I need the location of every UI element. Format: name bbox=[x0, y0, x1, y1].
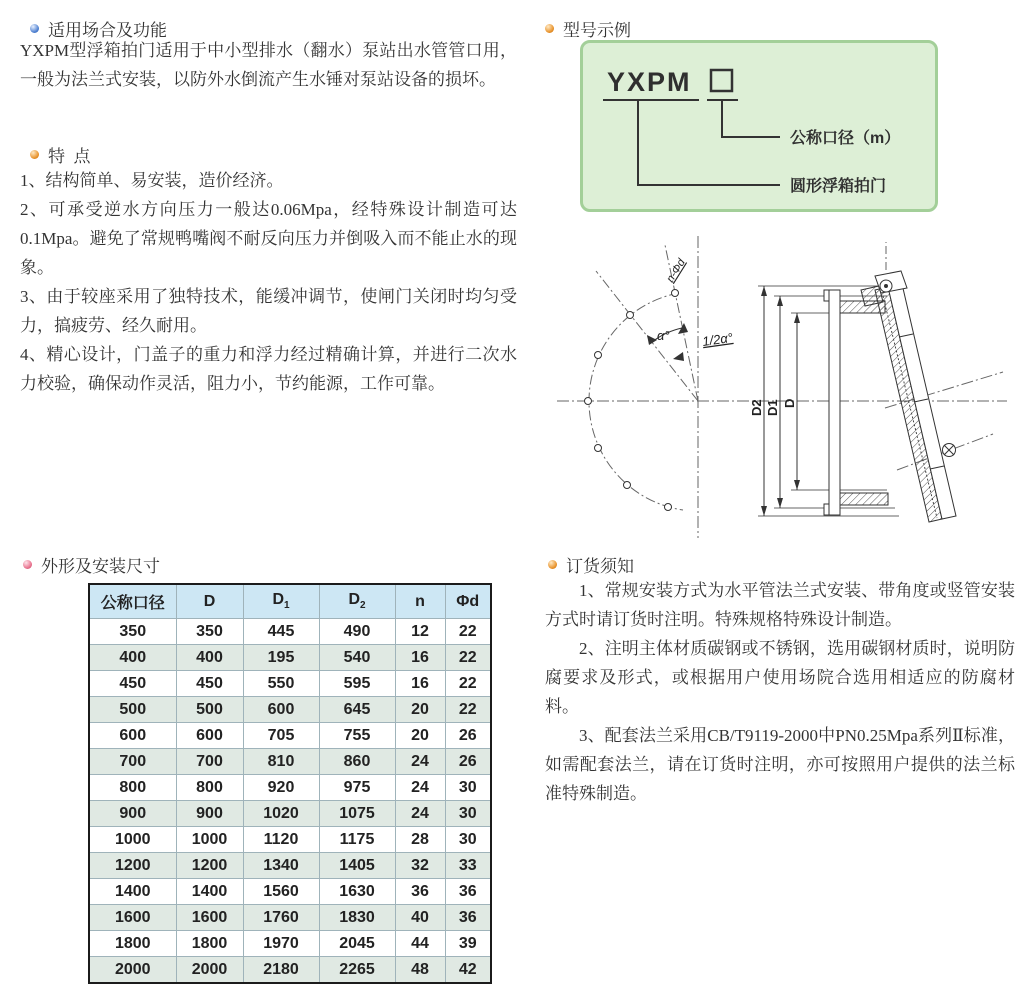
table-cell: 16 bbox=[395, 645, 445, 671]
half-angle-label: 1/2α° bbox=[701, 329, 734, 349]
model-code: YXPM bbox=[607, 67, 692, 97]
model-size-placeholder-box bbox=[711, 70, 732, 91]
table-cell: 1075 bbox=[319, 801, 395, 827]
table-row bbox=[89, 905, 491, 931]
table-cell: 32 bbox=[395, 853, 445, 879]
table-cell: 22 bbox=[445, 671, 491, 697]
table-cell: 1400 bbox=[176, 879, 243, 905]
table-row bbox=[89, 853, 491, 879]
table-cell: 36 bbox=[445, 879, 491, 905]
table-cell: 22 bbox=[445, 697, 491, 723]
table-cell: 1630 bbox=[319, 879, 395, 905]
bolt-holes bbox=[585, 290, 679, 511]
table-cell: 26 bbox=[445, 749, 491, 775]
table-cell: 42 bbox=[445, 957, 491, 984]
table-cell: 1970 bbox=[243, 931, 319, 957]
table-cell: 1000 bbox=[89, 827, 176, 853]
features-list bbox=[20, 166, 517, 398]
table-cell: 26 bbox=[445, 723, 491, 749]
section-title-text: 型号示例 bbox=[563, 21, 631, 40]
table-cell: 28 bbox=[395, 827, 445, 853]
column-header: n bbox=[395, 584, 445, 619]
table-cell: 550 bbox=[243, 671, 319, 697]
table-cell: 810 bbox=[243, 749, 319, 775]
table-cell: 40 bbox=[395, 905, 445, 931]
dimension-table bbox=[88, 583, 492, 984]
table-cell: 2265 bbox=[319, 957, 395, 984]
table-row bbox=[89, 723, 491, 749]
table-cell: 1200 bbox=[176, 853, 243, 879]
ordering-paragraph: 2、注明主体材质碳钢或不锈钢，选用碳钢材质时，说明防腐要求及形式，或根据用户使用场院合选用相适应的防腐材料。 bbox=[545, 639, 1015, 716]
table-row bbox=[89, 931, 491, 957]
table-cell: 1400 bbox=[89, 879, 176, 905]
table-cell: 20 bbox=[395, 697, 445, 723]
column-header: $D_1$ bbox=[243, 584, 319, 619]
table-cell: 1120 bbox=[243, 827, 319, 853]
column-header: D bbox=[176, 584, 243, 619]
table-cell: 22 bbox=[445, 619, 491, 645]
table-cell: 350 bbox=[89, 619, 176, 645]
table-cell: 705 bbox=[243, 723, 319, 749]
section-title-text: 外形及安装尺寸 bbox=[41, 557, 160, 576]
ordering-paragraphs bbox=[545, 576, 1015, 808]
table-cell: 2045 bbox=[319, 931, 395, 957]
table-cell: 1800 bbox=[89, 931, 176, 957]
table-cell: 1020 bbox=[243, 801, 319, 827]
table-cell: 490 bbox=[319, 619, 395, 645]
table-cell: 48 bbox=[395, 957, 445, 984]
section-title-model bbox=[545, 16, 631, 41]
table-cell: 700 bbox=[89, 749, 176, 775]
dimension-d-label: D bbox=[782, 398, 797, 408]
table-cell: 44 bbox=[395, 931, 445, 957]
table-cell: 1405 bbox=[319, 853, 395, 879]
section-title-text: 适用场合及功能 bbox=[48, 21, 167, 40]
table-row bbox=[89, 619, 491, 645]
feature-item: 3、由于较座采用了独特技术，能缓冲调节，使闸门关闭时均匀受力，搞疲劳、经久耐用。 bbox=[20, 287, 517, 335]
feature-item: 2、可承受逆水方向压力一般达0.06Mpa，经特殊设计制造可达0.1Mpa。避免了常规鸭嘴阀不耐反向压力并倒吸入而不能止水的现象。 bbox=[20, 200, 517, 277]
section-title-ordering bbox=[548, 552, 634, 577]
table-cell: 755 bbox=[319, 723, 395, 749]
table-cell: 33 bbox=[445, 853, 491, 879]
feature-item: 4、精心设计，门盖子的重力和浮力经过精确计算，并进行二次水力校验，确保动作灵活，阻力小，节约能源，工作可靠。 bbox=[20, 345, 517, 393]
table-cell: 600 bbox=[243, 697, 319, 723]
table-cell: 400 bbox=[176, 645, 243, 671]
section-title-text: 订货须知 bbox=[566, 557, 634, 576]
table-cell: 30 bbox=[445, 775, 491, 801]
table-cell: 900 bbox=[176, 801, 243, 827]
table-cell: 30 bbox=[445, 801, 491, 827]
bullet-icon bbox=[30, 150, 39, 159]
table-cell: 2000 bbox=[89, 957, 176, 984]
table-cell: 16 bbox=[395, 671, 445, 697]
table-cell: 1800 bbox=[176, 931, 243, 957]
ordering-paragraph: 3、配套法兰采用CB/T9119-2000中PN0.25Mpa系列Ⅱ标准，如需配套法兰，请在订货时注明，亦可按照用户提供的法兰标准特殊制造。 bbox=[545, 726, 1015, 803]
table-row bbox=[89, 827, 491, 853]
table-cell: 24 bbox=[395, 749, 445, 775]
table-cell: 595 bbox=[319, 671, 395, 697]
table-cell: 600 bbox=[89, 723, 176, 749]
table-cell: 1000 bbox=[176, 827, 243, 853]
dimension-table-body bbox=[89, 619, 491, 984]
table-cell: 1830 bbox=[319, 905, 395, 931]
table-cell: 2000 bbox=[176, 957, 243, 984]
table-cell: 975 bbox=[319, 775, 395, 801]
dimension-d1-label: D1 bbox=[765, 399, 780, 416]
model-label-diameter: 公称口径（m） bbox=[790, 130, 901, 147]
table-cell: 860 bbox=[319, 749, 395, 775]
table-row bbox=[89, 775, 491, 801]
usage-paragraph: YXPM型浮箱拍门适用于中小型排水（翻水）泵站出水管管口用，一般为法兰式安装，以防外水倒流产生水锤对泵站设备的损坏。 bbox=[20, 41, 517, 89]
dimension-table-header-row bbox=[89, 584, 491, 619]
table-cell: 800 bbox=[176, 775, 243, 801]
ordering-paragraph: 1、常规安装方式为水平管法兰式安装、带角度或竖管安装方式时请订货时注明。特殊规格特殊设计制造。 bbox=[545, 581, 1015, 629]
table-cell: 30 bbox=[445, 827, 491, 853]
bullet-icon bbox=[548, 560, 557, 569]
table-cell: 1340 bbox=[243, 853, 319, 879]
table-cell: 24 bbox=[395, 775, 445, 801]
bolt-spec-label: n-Φd bbox=[664, 256, 688, 285]
technical-drawing bbox=[545, 228, 1017, 540]
table-cell: 20 bbox=[395, 723, 445, 749]
table-cell: 36 bbox=[395, 879, 445, 905]
table-cell: 500 bbox=[176, 697, 243, 723]
table-row bbox=[89, 749, 491, 775]
table-cell: 1200 bbox=[89, 853, 176, 879]
table-cell: 22 bbox=[445, 645, 491, 671]
table-cell: 500 bbox=[89, 697, 176, 723]
table-cell: 1600 bbox=[176, 905, 243, 931]
model-label-type: 圆形浮箱拍门 bbox=[790, 178, 887, 195]
table-cell: 700 bbox=[176, 749, 243, 775]
table-row bbox=[89, 801, 491, 827]
table-cell: 350 bbox=[176, 619, 243, 645]
bullet-icon bbox=[545, 24, 554, 33]
table-cell: 445 bbox=[243, 619, 319, 645]
table-cell: 195 bbox=[243, 645, 319, 671]
table-cell: 1760 bbox=[243, 905, 319, 931]
table-cell: 920 bbox=[243, 775, 319, 801]
table-cell: 540 bbox=[319, 645, 395, 671]
bullet-icon bbox=[23, 560, 32, 569]
column-header: Φd bbox=[445, 584, 491, 619]
table-cell: 645 bbox=[319, 697, 395, 723]
feature-item: 1、结构简单、易安装，造价经济。 bbox=[20, 171, 284, 190]
bullet-icon bbox=[30, 24, 39, 33]
model-example-diagram bbox=[583, 43, 935, 209]
table-row bbox=[89, 957, 491, 984]
table-cell: 2180 bbox=[243, 957, 319, 984]
table-cell: 24 bbox=[395, 801, 445, 827]
table-cell: 450 bbox=[176, 671, 243, 697]
table-row bbox=[89, 671, 491, 697]
table-row bbox=[89, 879, 491, 905]
section-title-features bbox=[30, 142, 91, 167]
angle-label: α° bbox=[657, 328, 670, 343]
table-cell: 12 bbox=[395, 619, 445, 645]
table-cell: 36 bbox=[445, 905, 491, 931]
table-cell: 450 bbox=[89, 671, 176, 697]
table-cell: 800 bbox=[89, 775, 176, 801]
column-header: 公称口径 bbox=[89, 584, 176, 619]
column-header: $D_2$ bbox=[319, 584, 395, 619]
table-cell: 600 bbox=[176, 723, 243, 749]
table-row bbox=[89, 645, 491, 671]
table-cell: 1560 bbox=[243, 879, 319, 905]
table-cell: 400 bbox=[89, 645, 176, 671]
table-cell: 39 bbox=[445, 931, 491, 957]
table-row bbox=[89, 697, 491, 723]
table-cell: 1175 bbox=[319, 827, 395, 853]
dimension-d2-label: D2 bbox=[749, 399, 764, 416]
table-cell: 1600 bbox=[89, 905, 176, 931]
section-title-text: 特 点 bbox=[48, 147, 91, 166]
table-cell: 900 bbox=[89, 801, 176, 827]
model-example-box bbox=[580, 40, 938, 212]
section-title-dimensions bbox=[23, 552, 160, 577]
